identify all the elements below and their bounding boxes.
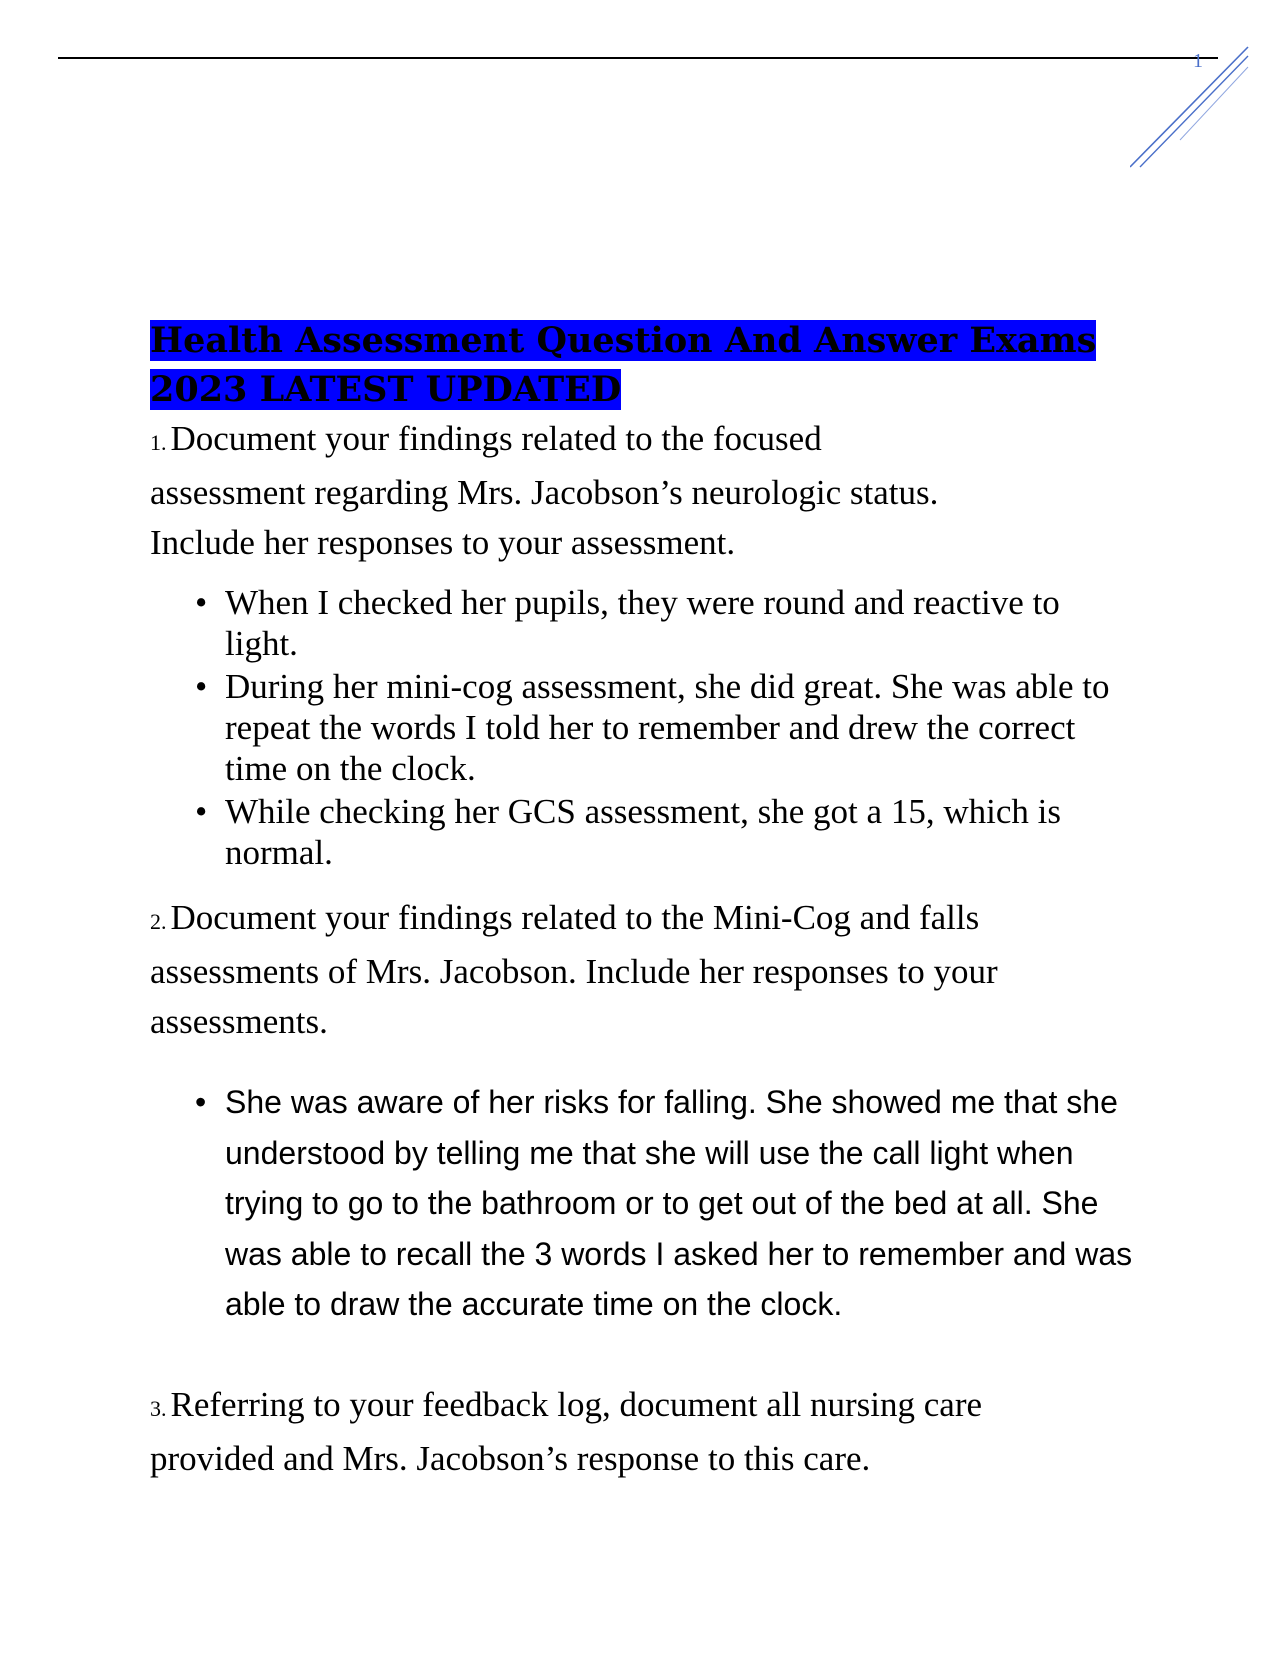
question-3 xyxy=(150,1380,1140,1484)
question-number: 2. xyxy=(150,909,167,934)
bullet-icon: • xyxy=(195,583,208,622)
answer-text: While checking her GCS assessment, she got a 15, which is normal. xyxy=(225,792,1061,872)
title-line-2: 2023 LATEST UPDATED xyxy=(150,369,622,410)
question-text-line: Referring to your feedback log, document all nursing care xyxy=(170,1384,983,1424)
question-text-line: assessments of Mrs. Jacobson. Include her responses to your xyxy=(150,952,998,991)
page-number: 1 xyxy=(1193,50,1203,72)
answer-list-2 xyxy=(150,1077,1140,1330)
answer-text: When I checked her pupils, they were round and reactive to light. xyxy=(225,583,1060,663)
bullet-icon: • xyxy=(195,667,208,706)
header-rule xyxy=(58,57,1218,59)
question-text-line: assessment regarding Mrs. Jacobson’s neurologic status. xyxy=(150,473,939,512)
title-line-1: Health Assessment Question And Answer Exams xyxy=(150,320,1097,361)
question-2 xyxy=(150,893,1140,1047)
question-text-line: assessments. xyxy=(150,1002,328,1041)
answer-text: She was aware of her risks for falling. She showed me that she understood by telling me that she will use the call light when trying to go to the bathroom or to get out of the bed at all. She was able to recall the 3 words I asked her to remember and was able to draw the accurate time on the clock. xyxy=(225,1084,1133,1322)
answer-list-1 xyxy=(150,582,1140,873)
question-number: 3. xyxy=(150,1395,167,1421)
corner-decoration-lines xyxy=(1130,40,1260,175)
answer-item xyxy=(195,666,1140,789)
answer-item xyxy=(195,582,1140,664)
question-1 xyxy=(150,414,1140,568)
question-text-line: Include her responses to your assessment. xyxy=(150,523,736,562)
question-number: 1. xyxy=(150,430,167,455)
question-text-line: Document your findings related to the focused xyxy=(170,419,822,458)
question-text-line: Document your findings related to the Mini-Cog and falls xyxy=(170,898,980,937)
answer-text: During her mini-cog assessment, she did great. She was able to repeat the words I told her to remember and drew the correct time on the clock. xyxy=(225,667,1110,788)
question-text-line: provided and Mrs. Jacobson’s response to this care. xyxy=(150,1438,871,1478)
answer-item xyxy=(195,1077,1140,1330)
answer-item xyxy=(195,791,1140,873)
bullet-icon: • xyxy=(195,1084,207,1120)
document-title xyxy=(150,316,1140,414)
bullet-icon: • xyxy=(195,792,208,831)
document-body xyxy=(150,316,1140,1484)
